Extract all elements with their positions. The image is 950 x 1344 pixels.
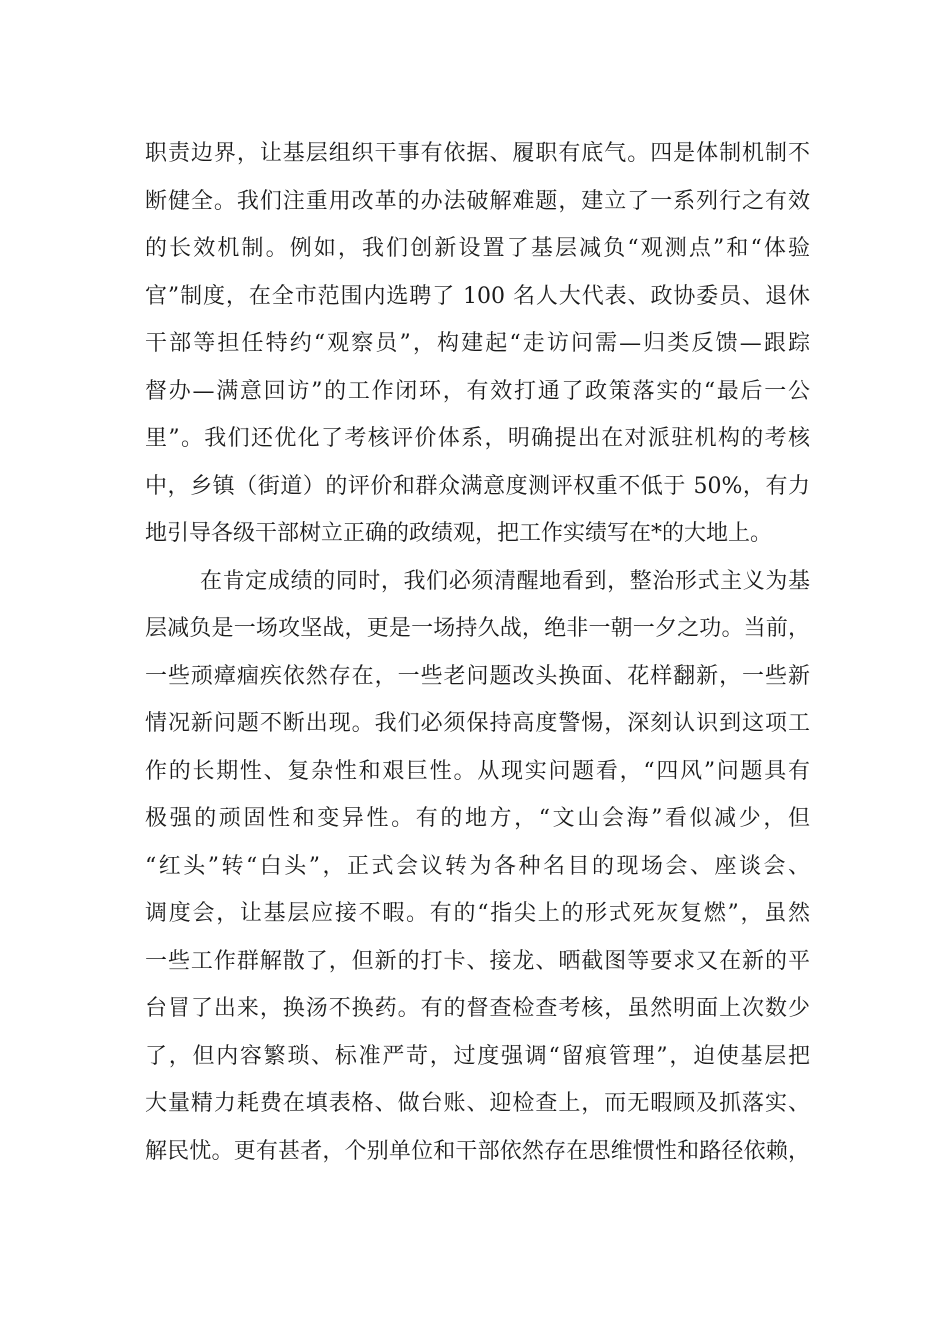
- text-line: 督办—满意回访”的工作闭环，有效打通了政策落实的“最后一公: [145, 378, 810, 404]
- text-line: 一些顽瘴痼疾依然存在，一些老问题改头换面、花样翻新，一些新: [145, 663, 810, 689]
- text-line: 台冒了出来，换汤不换药。有的督查检查考核，虽然明面上次数少: [145, 996, 810, 1021]
- text-line: 解民忧。更有甚者，个别单位和干部依然存在思维惯性和路径依赖，: [145, 1138, 810, 1164]
- text-line: 中，乡镇（街道）的评价和群众满意度测评权重不低于 50%，有力: [145, 473, 810, 499]
- text-line: 职责边界，让基层组织干事有依据、履职有底气。四是体制机制不: [145, 141, 810, 166]
- text-line: 干部等担任特约“观察员”，构建起“走访问需—归类反馈—跟踪: [145, 331, 810, 356]
- text-line: 地引导各级干部树立正确的政绩观，把工作实绩写在*的大地上。: [145, 521, 773, 546]
- text-line: 一些工作群解散了，但新的打卡、接龙、晒截图等要求又在新的平: [145, 948, 810, 974]
- text-line: 断健全。我们注重用改革的办法破解难题，建立了一系列行之有效: [145, 188, 810, 214]
- text-line: 层减负是一场攻坚战，更是一场持久战，绝非一朝一夕之功。当前，: [145, 616, 810, 641]
- text-line: 大量精力耗费在填表格、做台账、迎检查上，而无暇顾及抓落实、: [145, 1091, 810, 1116]
- text-line: 调度会，让基层应接不暇。有的“指尖上的形式死灰复燃”，虽然: [145, 901, 810, 926]
- text-line: 官”制度，在全市范围内选聘了 100 名人大代表、政协委员、退休: [145, 283, 810, 309]
- text-line: 的长效机制。例如，我们创新设置了基层减负“观测点”和“体验: [145, 236, 810, 261]
- text-line: 情况新问题不断出现。我们必须保持高度警惕，深刻认识到这项工: [145, 711, 810, 736]
- text-line: 在肯定成绩的同时，我们必须清醒地看到，整治形式主义为基: [200, 568, 810, 594]
- body-text: [145, 130, 810, 1175]
- text-line: 极强的顽固性和变异性。有的地方，“文山会海”看似减少，但: [145, 806, 810, 831]
- text-line: 了，但内容繁琐、标准严苛，过度强调“留痕管理”，迫使基层把: [145, 1043, 810, 1069]
- text-line: 里”。我们还优化了考核评价体系，明确提出在对派驻机构的考核: [145, 426, 810, 451]
- text-line: 作的长期性、复杂性和艰巨性。从现实问题看，“四风”问题具有: [145, 758, 810, 784]
- text-line: “红头”转“白头”，正式会议转为各种名目的现场会、座谈会、: [145, 853, 810, 879]
